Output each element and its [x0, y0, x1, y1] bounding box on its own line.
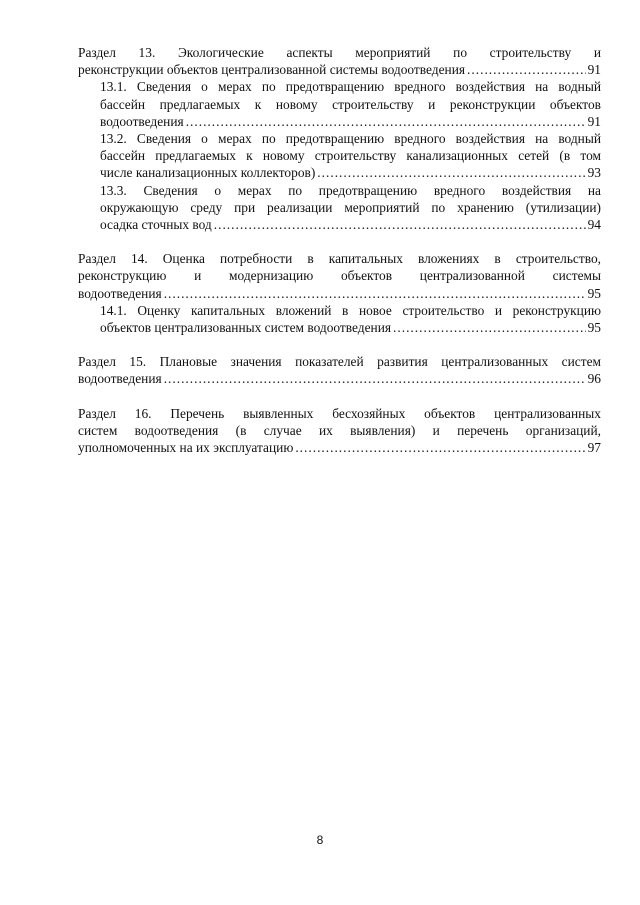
toc-entry-text-line: 13.1. Сведения о мерах по предотвращению вредного воздействия на водный: [100, 79, 601, 95]
toc-subsection-entry[interactable]: [100, 302, 601, 336]
toc-entry-last-line: [78, 285, 601, 302]
toc-page-number: 93: [587, 165, 601, 181]
section-gap: [78, 233, 601, 250]
dot-leader: [393, 319, 586, 336]
toc-subsection-entry[interactable]: [100, 182, 601, 234]
toc-entry-text-line: числе канализационных коллекторов): [100, 165, 316, 181]
toc-entry-text-line: водоотведения: [100, 113, 184, 129]
dot-leader: [317, 164, 585, 181]
toc-page-number: 91: [587, 113, 601, 129]
dot-leader: [164, 285, 586, 302]
toc-section-entry[interactable]: [78, 405, 601, 457]
toc-page-number: 96: [587, 371, 601, 387]
section-gap: [78, 336, 601, 353]
toc-entry-text-line: 13.2. Сведения о мерах по предотвращению вредного воздействия на водный: [100, 131, 601, 147]
toc-entry-last-line: [100, 216, 601, 233]
toc-entry-text-line: Раздел 14. Оценка потребности в капитальных вложениях в строительство,: [78, 251, 601, 267]
toc-entry-text-line: Раздел 16. Перечень выявленных бесхозяйных объектов централизованных: [78, 405, 601, 421]
toc-entry-last-line: [100, 164, 601, 181]
toc-entry-text-line: Раздел 13. Экологические аспекты мероприятий по строительству и: [78, 45, 601, 60]
toc-entry-last-line: [100, 113, 601, 130]
toc-entry-text-line: бассейн предлагаемых к новому строительству и реконструкции объектов: [100, 96, 601, 112]
page-number: 8: [316, 833, 324, 847]
toc-entry-text-line: реконструкцию и модернизацию объектов централизованной системы: [78, 268, 601, 284]
toc-entry-text-line: 13.3. Сведения о мерах по предотвращению вредного воздействия на: [100, 182, 601, 198]
toc-page-number: 95: [587, 320, 601, 336]
toc-entry-text-line: объектов централизованных систем водоотведения: [100, 320, 392, 336]
toc-entry-text-line: бассейн предлагаемых к новому строительству канализационных сетей (в том: [100, 148, 601, 164]
toc-page-number: 91: [587, 62, 601, 78]
toc-entry-text-line: уполномоченных на их эксплуатацию: [78, 440, 294, 456]
toc-entry-text-line: систем водоотведения (в случае их выявления) и перечень организаций,: [78, 422, 601, 438]
section-gap: [78, 388, 601, 405]
toc-entry-text-line: Раздел 15. Плановые значения показателей развития централизованных систем: [78, 354, 601, 370]
dot-leader: [164, 370, 586, 387]
toc-page-number: 97: [587, 440, 601, 456]
toc-entry-last-line: [100, 319, 601, 336]
toc-entry-last-line: [78, 439, 601, 456]
toc-entry-text-line: осадка сточных вод: [100, 217, 212, 233]
toc-section-entry[interactable]: [78, 353, 601, 387]
toc-entry-last-line: [78, 61, 601, 78]
toc-subsection-entry[interactable]: [100, 130, 601, 182]
toc-subsection-entry[interactable]: [100, 78, 601, 130]
toc-page-number: 95: [587, 285, 601, 301]
dot-leader: [295, 439, 585, 456]
dot-leader: [214, 216, 586, 233]
toc-entry-text-line: 14.1. Оценку капитальных вложений в новое строительство и реконструкцию: [100, 302, 601, 318]
dot-leader: [467, 61, 586, 78]
toc-page-number: 94: [587, 217, 601, 233]
toc-entry-text-line: водоотведения: [78, 285, 162, 301]
toc-entry-text-line: реконструкции объектов централизованной системы водоотведения: [78, 62, 466, 78]
toc-section-entry[interactable]: [78, 44, 601, 78]
table-of-contents: [78, 44, 601, 456]
toc-entry-text-line: окружающую среду при реализации мероприятий по хранению (утилизации): [100, 199, 601, 215]
toc-entry-last-line: [78, 370, 601, 387]
toc-section-entry[interactable]: [78, 250, 601, 302]
toc-entry-text-line: водоотведения: [78, 371, 162, 387]
dot-leader: [186, 113, 586, 130]
